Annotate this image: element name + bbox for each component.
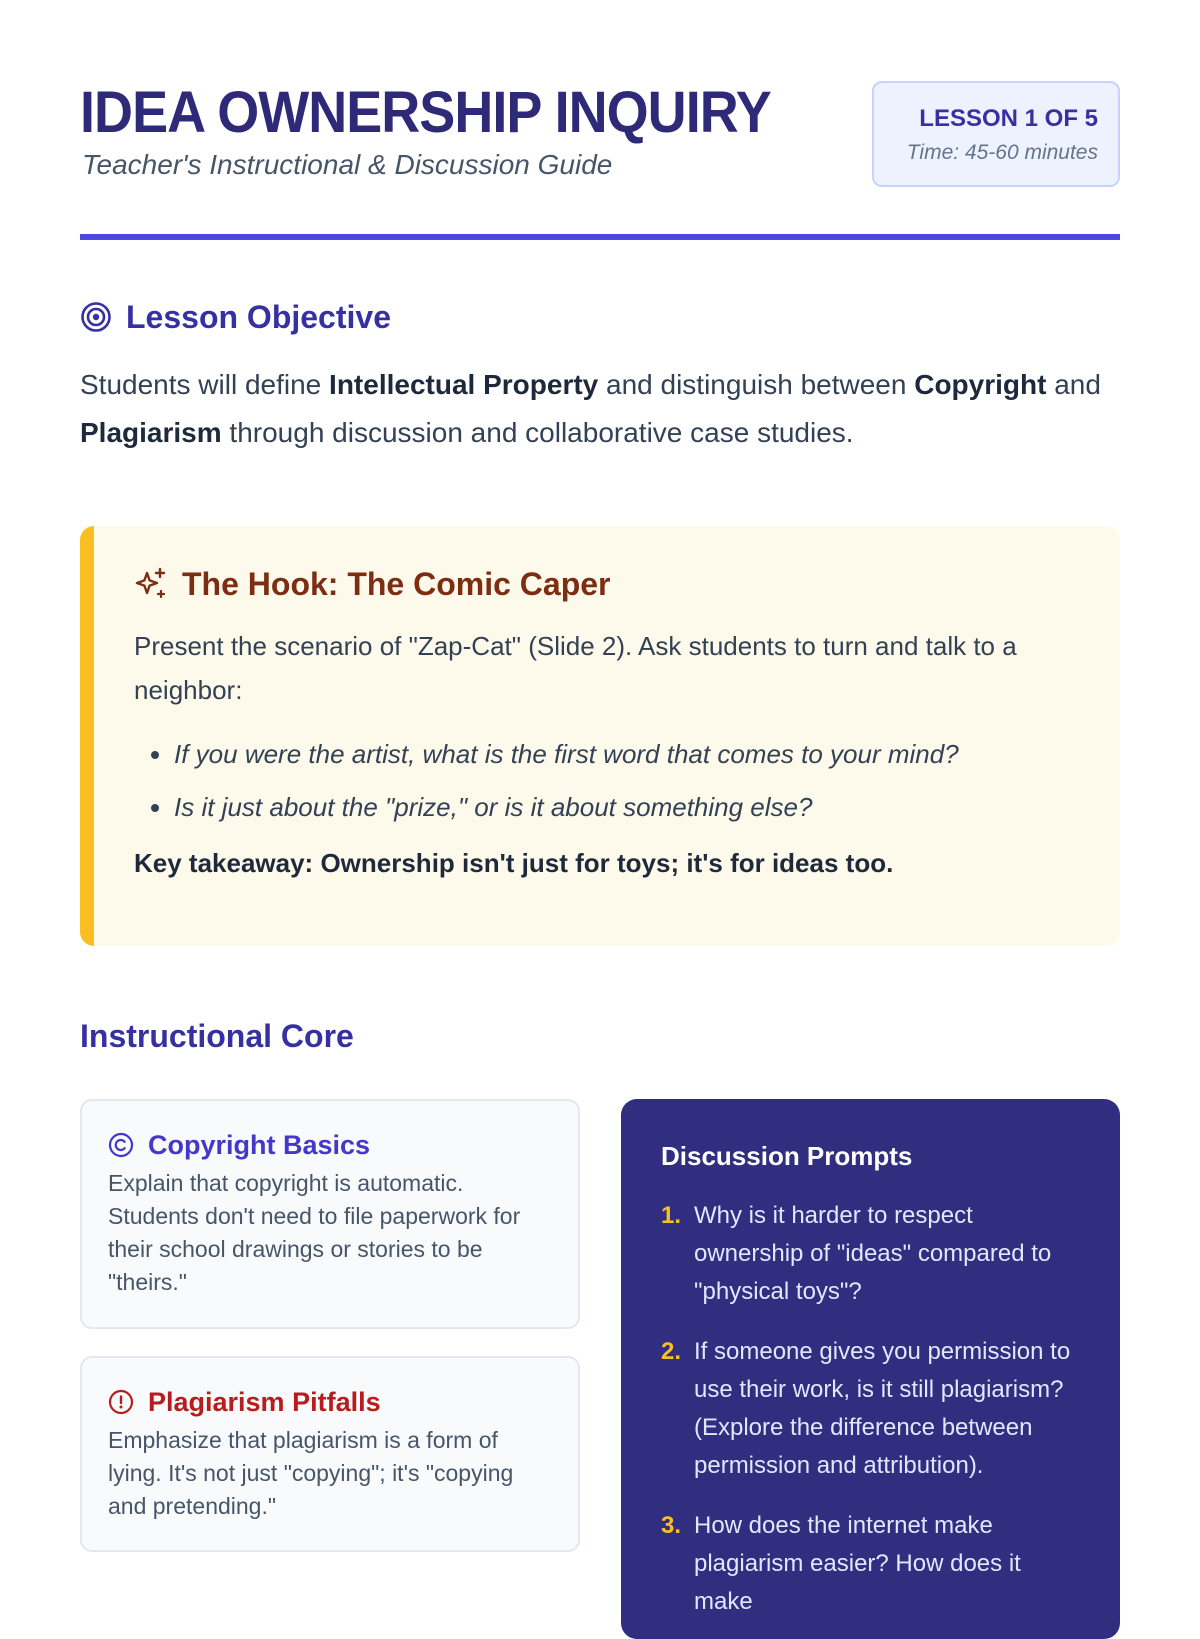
discussion-prompts-title: Discussion Prompts xyxy=(661,1141,913,1171)
prompt-number: 2. xyxy=(661,1338,682,1365)
objective-text-part: Students will define xyxy=(80,369,330,400)
target-icon xyxy=(80,301,112,333)
lesson-badge xyxy=(872,81,1120,187)
discussion-prompt xyxy=(661,1197,1080,1311)
objective-heading xyxy=(80,297,391,337)
hook-question: • If you were the artist, what is the first word that comes to your mind? xyxy=(174,728,1080,781)
prompt-number: 1. xyxy=(661,1202,682,1229)
plagiarism-card-heading xyxy=(108,1384,552,1420)
prompt-text: How does the internet make plagiarism easier? How does it make xyxy=(694,1512,1021,1615)
copyright-card-heading xyxy=(108,1127,552,1163)
term-intellectual-property: Intellectual Property xyxy=(329,369,599,400)
plagiarism-card-title: Plagiarism Pitfalls xyxy=(148,1386,381,1417)
core-section-title: Instructional Core xyxy=(80,1018,354,1054)
objective-title: Lesson Objective xyxy=(126,298,391,335)
lesson-number: LESSON 1 OF 5 xyxy=(919,105,1098,132)
term-copyright: Copyright xyxy=(914,369,1047,400)
page-subtitle: Teacher's Instructional & Discussion Guide xyxy=(82,149,613,180)
copyright-card xyxy=(80,1099,580,1329)
header xyxy=(80,78,1120,190)
hook-takeaway: Key takeaway: Ownership isn't just for toys; it's for ideas too. xyxy=(134,848,894,878)
prompt-text: Why is it harder to respect ownership of "ideas" compared to "physical toys"? xyxy=(694,1202,1052,1305)
objective-text xyxy=(80,361,1120,457)
hook-heading xyxy=(134,564,1080,604)
objective-text-part: and xyxy=(1046,369,1101,400)
discussion-prompt xyxy=(661,1507,1080,1621)
alert-circle-icon xyxy=(108,1389,134,1415)
plagiarism-card-text: Emphasize that plagiarism is a form of lying. It's not just "copying"; it's "copying and pretending." xyxy=(108,1427,514,1519)
prompt-number: 3. xyxy=(661,1512,682,1539)
sparkles-icon xyxy=(134,567,168,601)
copyright-icon xyxy=(108,1132,134,1158)
discussion-prompt-list xyxy=(661,1197,1080,1621)
lesson-guide-page xyxy=(80,0,1120,1615)
prompt-text: If someone gives you permission to use their work, is it still plagiarism? (Explore the difference between permission and attribution). xyxy=(694,1338,1071,1479)
discussion-prompts-panel xyxy=(621,1099,1120,1639)
term-plagiarism: Plagiarism xyxy=(80,417,222,448)
objective-text-part: and distinguish between xyxy=(598,369,915,400)
hook-title: The Hook: The Comic Caper xyxy=(182,565,611,602)
hook-text: Present the scenario of "Zap-Cat" (Slide 2). Ask students to turn and talk to a neighbor: xyxy=(134,631,1017,705)
hook-question-list xyxy=(134,728,1080,834)
copyright-card-text: Explain that copyright is automatic. Students don't need to file paperwork for their school drawings or stories to be "theirs." xyxy=(108,1170,521,1295)
plagiarism-card xyxy=(80,1356,580,1552)
hook-callout xyxy=(80,526,1120,946)
header-divider xyxy=(80,234,1120,240)
page-title: IDEA OWNERSHIP INQUIRY xyxy=(80,80,771,145)
lesson-time: Time: 45-60 minutes xyxy=(906,141,1098,164)
discussion-prompt xyxy=(661,1333,1080,1485)
copyright-card-title: Copyright Basics xyxy=(148,1129,371,1160)
hook-question: • Is it just about the "prize," or is it about something else? xyxy=(174,781,1080,834)
objective-text-part: through discussion and collaborative case studies. xyxy=(221,417,854,448)
